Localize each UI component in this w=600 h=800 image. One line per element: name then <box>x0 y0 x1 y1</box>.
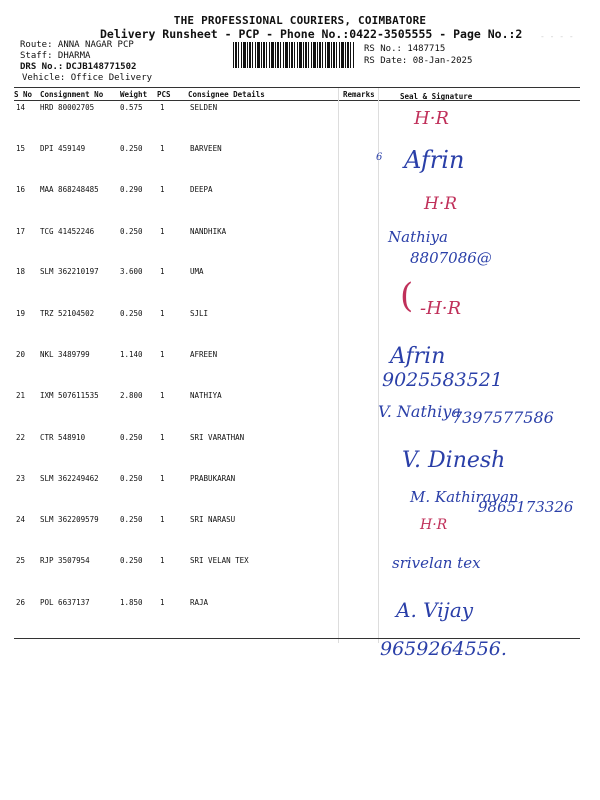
vehicle-text: Vehicle: Office Delivery <box>22 73 153 83</box>
row-weight: 2.800 <box>120 391 143 400</box>
col-sno: S No <box>14 90 33 99</box>
row-sno: 14 <box>16 103 26 112</box>
row-consignment: MAA 868248485 <box>40 185 99 194</box>
handwritten-phone-number: 9865173326 <box>478 498 574 516</box>
row-sno: 24 <box>16 515 26 524</box>
row-sno: 26 <box>16 598 26 607</box>
row-pcs: 1 <box>160 515 165 524</box>
row-consignee: SRI VARATHAN <box>190 433 245 442</box>
row-pcs: 1 <box>160 227 165 236</box>
drs-label: DRS No.: <box>20 62 64 72</box>
row-consignee: SELDEN <box>190 103 218 112</box>
row-sno: 20 <box>16 350 26 359</box>
handwritten-signature: V. Dinesh <box>402 448 506 473</box>
rs-date: RS Date: 08-Jan-2025 <box>364 56 473 66</box>
row-weight: 0.250 <box>120 227 143 236</box>
row-consignment: SLM 362209579 <box>40 515 99 524</box>
row-pcs: 1 <box>160 103 165 112</box>
row-consignment: SLM 362249462 <box>40 474 99 483</box>
row-sno: 25 <box>16 556 26 565</box>
row-pcs: 1 <box>160 185 165 194</box>
row-weight: 0.575 <box>120 103 143 112</box>
handwritten-signature: M. Kathiravan <box>410 488 519 506</box>
row-sno: 21 <box>16 391 26 400</box>
row-consignee: AFREEN <box>190 350 218 359</box>
row-consignee: NATHIYA <box>190 391 222 400</box>
header-top-rule <box>14 87 580 88</box>
col-consignee: Consignee Details <box>188 90 265 99</box>
handwritten-phone-number: 9025583521 <box>382 369 503 391</box>
col-remarks: Remarks <box>343 90 375 99</box>
row-weight: 3.600 <box>120 267 143 276</box>
header-bottom-rule <box>14 100 580 101</box>
row-pcs: 1 <box>160 267 165 276</box>
staff-text: Staff: DHARMA <box>20 51 91 61</box>
row-sno: 23 <box>16 474 26 483</box>
row-sno: 19 <box>16 309 26 318</box>
row-weight: 0.250 <box>120 309 143 318</box>
row-consignment: DPI 459149 <box>40 144 86 153</box>
row-pcs: 1 <box>160 433 165 442</box>
handwritten-hr-note: -H·R <box>420 298 462 319</box>
row-consignee: SRI NARASU <box>190 515 236 524</box>
barcode-image <box>233 42 355 68</box>
row-consignee: NANDHIKA <box>190 227 227 236</box>
handwritten-signature: srivelan tex <box>392 554 481 572</box>
row-consignee: BARVEEN <box>190 144 222 153</box>
handwritten-signature: Afrin <box>404 146 465 174</box>
row-weight: 0.250 <box>120 144 143 153</box>
handwritten-signature: Afrin <box>390 344 446 369</box>
route-text: Route: ANNA NAGAR PCP <box>20 40 134 50</box>
handwritten-phone-number: 9659264556. <box>380 638 507 660</box>
handwritten-hr-note: H·R <box>420 517 448 533</box>
row-weight: 0.250 <box>120 474 143 483</box>
row-sno: 17 <box>16 227 26 236</box>
row-sno: 22 <box>16 433 26 442</box>
row-consignment: RJP 3507954 <box>40 556 90 565</box>
handwritten-phone-number: 8807086@ <box>410 249 492 267</box>
row-pcs: 1 <box>160 350 165 359</box>
col-seal: Seal & Signature <box>400 92 473 101</box>
drs-value: DCJB148771502 <box>66 62 137 72</box>
handwritten-signature: Nathiya <box>388 228 448 246</box>
row-sno: 15 <box>16 144 26 153</box>
row-weight: 0.250 <box>120 515 143 524</box>
row-consignment: HRD 80002705 <box>40 103 95 112</box>
row-weight: 0.250 <box>120 433 143 442</box>
col-pcs: PCS <box>157 90 171 99</box>
seal-divider <box>378 88 379 643</box>
row-consignment: TRZ 52104502 <box>40 309 95 318</box>
rs-number: RS No.: 1487715 <box>364 44 446 54</box>
row-pcs: 1 <box>160 598 165 607</box>
col-consignment: Consignment No <box>40 90 104 99</box>
row-weight: 1.140 <box>120 350 143 359</box>
row-consignment: TCG 41452246 <box>40 227 95 236</box>
row-consignee: UMA <box>190 267 204 276</box>
handwritten-mark: 6 <box>376 152 383 163</box>
scan-marks: - - - - <box>540 32 574 41</box>
handwritten-stroke: ( <box>400 276 414 316</box>
row-consignee: SJLI <box>190 309 209 318</box>
row-weight: 0.290 <box>120 185 143 194</box>
handwritten-phone-number: 7397577586 <box>452 408 554 427</box>
row-consignment: NKL 3489799 <box>40 350 90 359</box>
row-sno: 16 <box>16 185 26 194</box>
col-weight: Weight <box>120 90 148 99</box>
company-name: THE PROFESSIONAL COURIERS, COIMBATORE <box>173 14 427 27</box>
row-pcs: 1 <box>160 391 165 400</box>
runsheet-title: Delivery Runsheet - PCP - Phone No.:0422-3505555 - Page No.:2 <box>100 27 523 41</box>
row-weight: 1.850 <box>120 598 143 607</box>
handwritten-signature: A. Vijay <box>396 598 474 622</box>
row-consignee: PRABUKARAN <box>190 474 236 483</box>
row-sno: 18 <box>16 267 26 276</box>
remarks-divider <box>338 88 339 643</box>
handwritten-signature: V. Nathiya <box>378 402 461 421</box>
row-pcs: 1 <box>160 474 165 483</box>
row-weight: 0.250 <box>120 556 143 565</box>
row-pcs: 1 <box>160 144 165 153</box>
row-consignee: SRI VELAN TEX <box>190 556 249 565</box>
row-consignee: RAJA <box>190 598 209 607</box>
row-consignment: SLM 362210197 <box>40 267 99 276</box>
row-pcs: 1 <box>160 309 165 318</box>
handwritten-hr-note: H·R <box>424 194 458 214</box>
handwritten-hr-note: H·R <box>414 108 449 129</box>
row-pcs: 1 <box>160 556 165 565</box>
row-consignment: POL 6637137 <box>40 598 90 607</box>
row-consignee: DEEPA <box>190 185 213 194</box>
row-consignment: CTR 548910 <box>40 433 86 442</box>
row-consignment: IXM 507611535 <box>40 391 99 400</box>
